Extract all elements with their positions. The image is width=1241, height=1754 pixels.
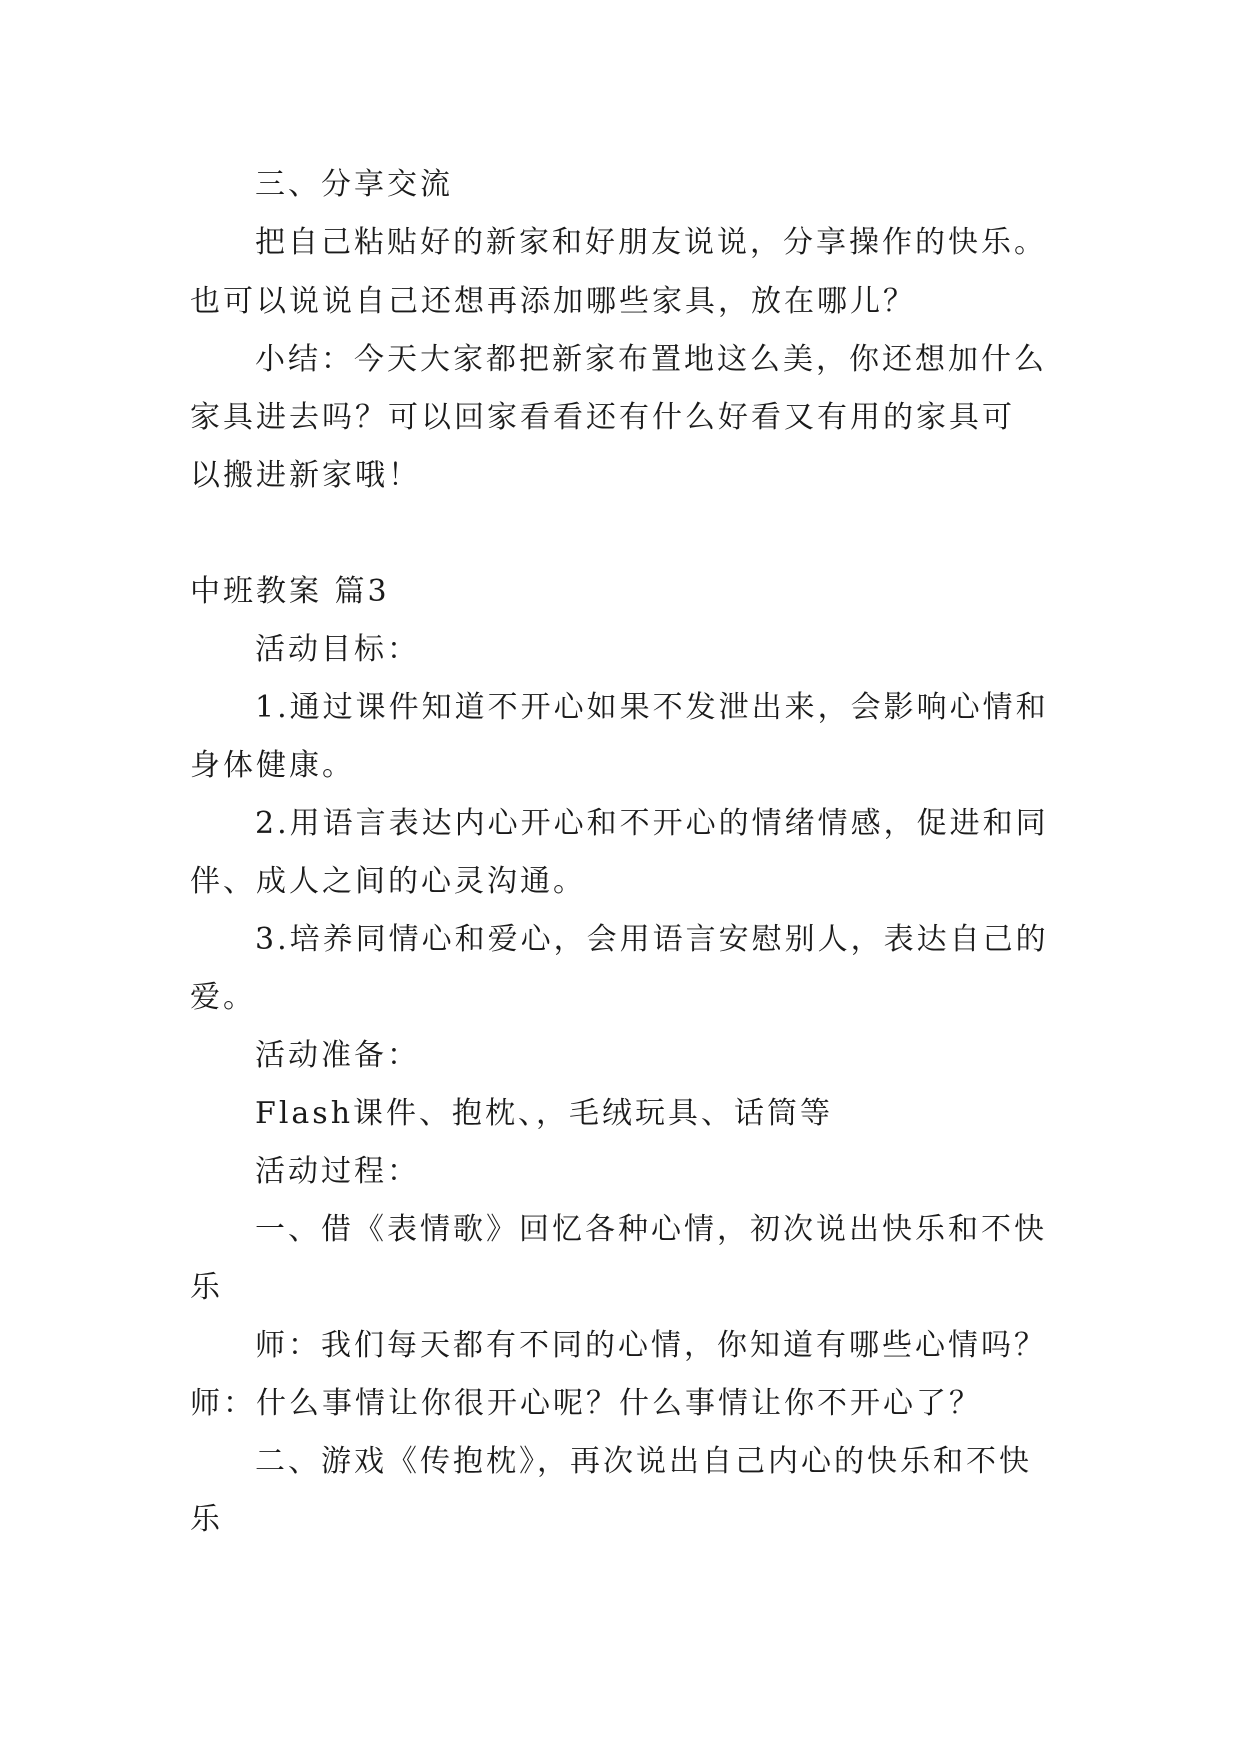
lesson-title: 中班教案 篇3: [190, 574, 390, 609]
paragraph-line: Flash课件、抱枕、，毛绒玩具、话筒等: [255, 1096, 834, 1131]
paragraph-line: 以搬进新家哦！: [190, 458, 421, 493]
paragraph-line: 一、借《表情歌》回忆各种心情，初次说出快乐和不快: [255, 1212, 1047, 1247]
paragraph-line: 二、游戏《传抱枕》，再次说出自己内心的快乐和不快: [255, 1444, 1032, 1479]
paragraph-line: 乐: [190, 1270, 223, 1305]
section-heading-process: 活动过程：: [255, 1154, 420, 1189]
paragraph-line: 小结：今天大家都把新家布置地这么美，你还想加什么: [255, 342, 1047, 377]
paragraph-line: 伴、成人之间的心灵沟通。: [190, 864, 586, 899]
paragraph-line: 爱。: [190, 980, 256, 1015]
paragraph-line: 1.通过课件知道不开心如果不发泄出来，会影响心情和: [255, 690, 1049, 725]
paragraph-line: 把自己粘贴好的新家和好朋友说说，分享操作的快乐。: [255, 225, 1047, 260]
paragraph-line: 乐: [190, 1502, 223, 1537]
paragraph-line: 身体健康。: [190, 748, 355, 783]
paragraph-line: 师：我们每天都有不同的心情，你知道有哪些心情吗？: [255, 1328, 1047, 1363]
paragraph-line: 2.用语言表达内心开心和不开心的情绪情感，促进和同: [255, 806, 1049, 841]
paragraph-line: 3.培养同情心和爱心，会用语言安慰别人，表达自己的: [255, 922, 1049, 957]
section-heading-share: 三、分享交流: [255, 167, 453, 202]
paragraph-line: 也可以说说自己还想再添加哪些家具，放在哪儿？: [190, 284, 916, 319]
paragraph-line: 师：什么事情让你很开心呢？什么事情让你不开心了？: [190, 1386, 982, 1421]
section-heading-prep: 活动准备：: [255, 1038, 420, 1073]
paragraph-line: 家具进去吗？可以回家看看还有什么好看又有用的家具可: [190, 400, 1015, 435]
section-heading-goals: 活动目标：: [255, 632, 420, 667]
